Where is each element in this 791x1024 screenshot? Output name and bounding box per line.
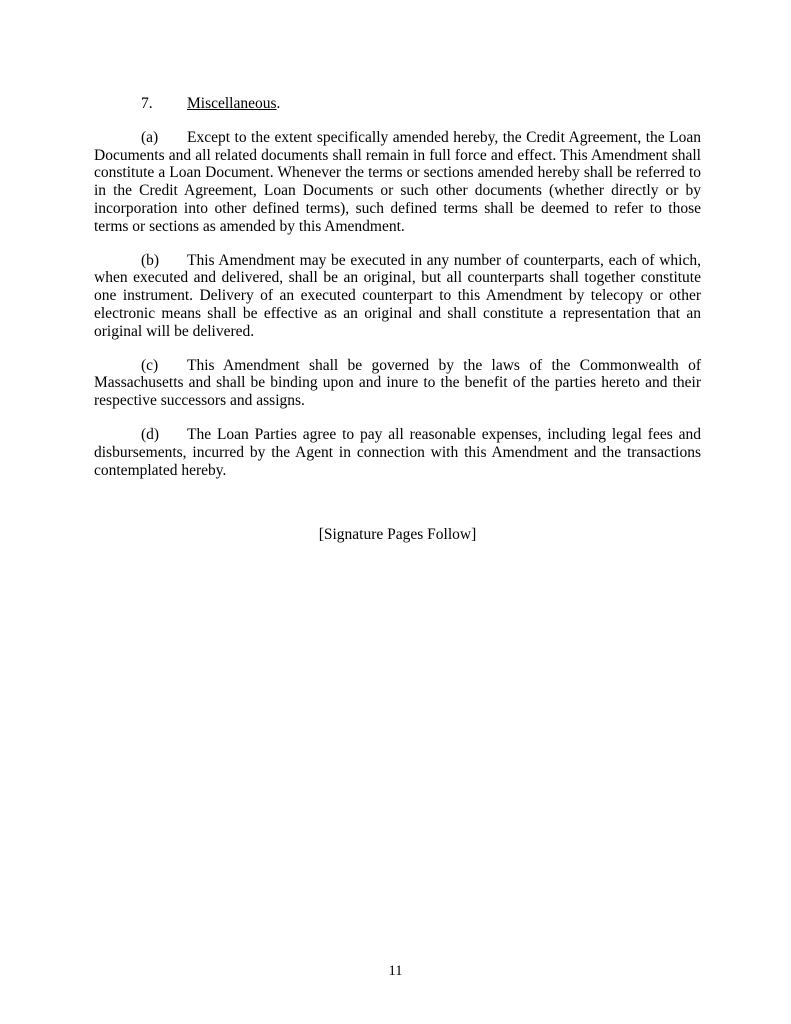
paragraph-b [94, 252, 701, 341]
document-body [94, 95, 701, 544]
paragraph-c [94, 357, 701, 410]
signature-pages-note: [Signature Pages Follow] [318, 526, 477, 544]
paragraph-d [94, 426, 701, 479]
paragraph-b-label: (b) [141, 251, 160, 269]
paragraph-c-label: (c) [141, 356, 159, 374]
paragraph-a-text: Except to the extent specifically amended hereby, the Credit Agreement, the Loan Documents and all related documents shall remain in full force and effect. This Amendment shall constitute a Loan Document. Whenever the terms or sections amended hereby shall be referred to in the Credit Agreement, Loan Documents or such other documents (whether directly or by incorporation into other defined terms), such defined terms shall be deemed to refer to those terms or sections as amended by this Amendment. [94, 128, 701, 235]
section-heading [94, 95, 701, 113]
paragraph-c-text: This Amendment shall be governed by the laws of the Commonwealth of Massachusetts and shall be binding upon and inure to the benefit of the parties hereto and their respective successors and assigns. [94, 356, 701, 410]
section-title-suffix: . [276, 95, 281, 112]
section-title: Miscellaneous [187, 95, 277, 112]
paragraph-a [94, 129, 701, 236]
paragraph-d-text: The Loan Parties agree to pay all reasonable expenses, including legal fees and disbursements, incurred by the Agent in connection with this Amendment and the transactions contemplated hereby. [94, 425, 701, 479]
paragraph-d-label: (d) [141, 425, 160, 443]
paragraph-a-label: (a) [141, 128, 159, 146]
page-number: 11 [388, 963, 403, 979]
paragraph-b-text: This Amendment may be executed in any number of counterparts, each of which, when executed and delivered, shall be an original, but all counterparts shall together constitute one instrument. Delivery of an executed counterpart to this Amendment by telecopy or other electronic means shall be effective as an original and shall constitute a representation that an original will be delivered. [94, 251, 701, 340]
section-number: 7. [141, 95, 153, 112]
